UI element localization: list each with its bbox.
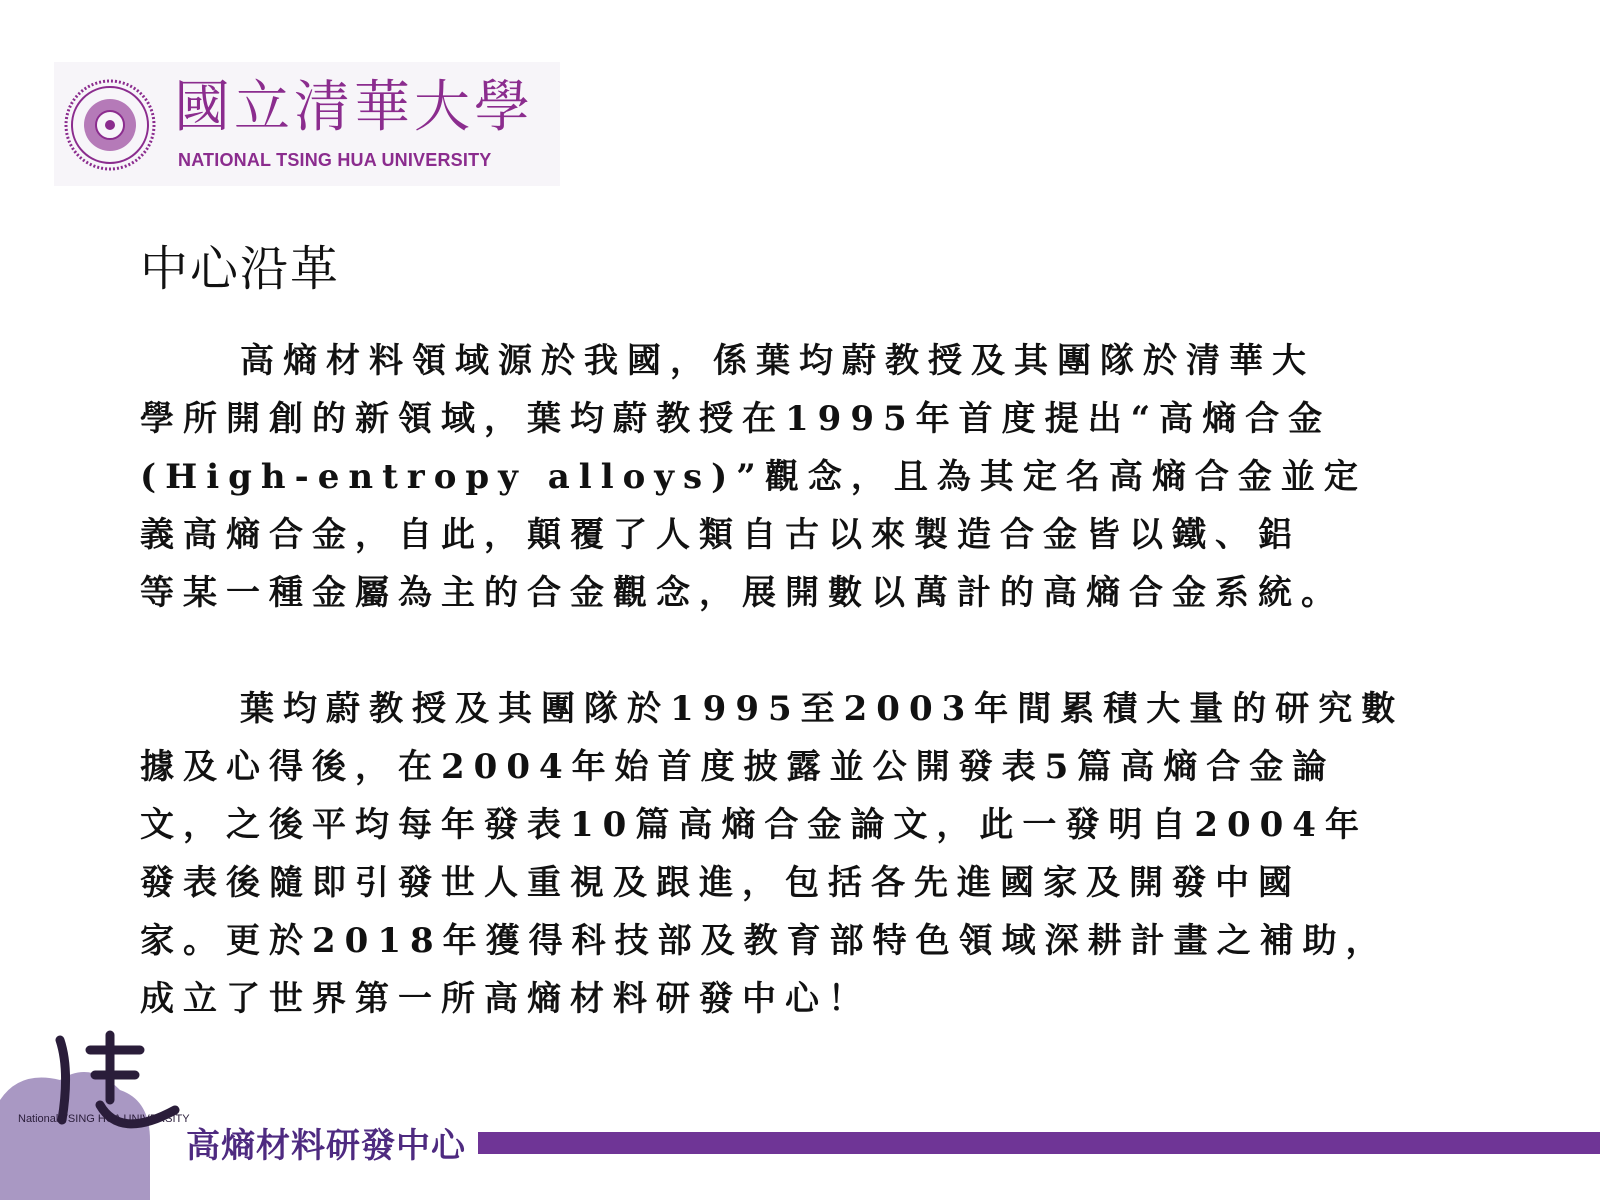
paragraph-line: 義高熵合金，自此，顛覆了人類自古以來製造合金皆以鐵、鋁: [140, 515, 1301, 555]
paragraph-line: 據及心得後，在2004年始首度披露並公開發表5篇高熵合金論: [140, 747, 1336, 787]
footer-bar: [478, 1132, 1600, 1154]
logo-text-chinese: 國立清華大學: [174, 75, 534, 140]
paragraph-line: 學所開創的新領域，葉均蔚教授在1995年首度提出“高熵合金: [140, 399, 1332, 439]
page-title: 中心沿革: [140, 241, 341, 297]
paragraph-line: 葉均蔚教授及其團隊於1995至2003年間累積大量的研究數: [240, 689, 1405, 729]
history-text: [140, 332, 1480, 1028]
footer-logo-text: National TSING HUA UNIVERSITY: [18, 1113, 190, 1125]
paragraph-line: 等某一種金屬為主的合金觀念，展開數以萬計的高熵合金系統。: [140, 573, 1344, 613]
paragraph-line: 發表後隨即引發世人重視及跟進，包括各先進國家及開發中國: [140, 863, 1301, 903]
center-logo: [0, 1030, 470, 1200]
paragraph-line: 家。更於2018年獲得科技部及教育部特色領域深耕計畫之補助，: [140, 921, 1389, 961]
center-name: 高熵材料研發中心: [186, 1126, 466, 1166]
logo-text-english: NATIONAL TSING HUA UNIVERSITY: [178, 150, 492, 170]
paragraph-line: (High-entropy alloys)”觀念，且為其定名高熵合金並定: [140, 457, 1367, 497]
paragraph-line: 文，之後平均每年發表10篇高熵合金論文，此一發明自2004年: [140, 805, 1368, 845]
paragraph-line: 成立了世界第一所高熵材料研發中心！: [140, 979, 871, 1019]
paragraph-line: 高熵材料領域源於我國，係葉均蔚教授及其團隊於清華大: [240, 341, 1315, 381]
university-seal-icon: [64, 79, 156, 171]
university-logo: [54, 62, 560, 186]
